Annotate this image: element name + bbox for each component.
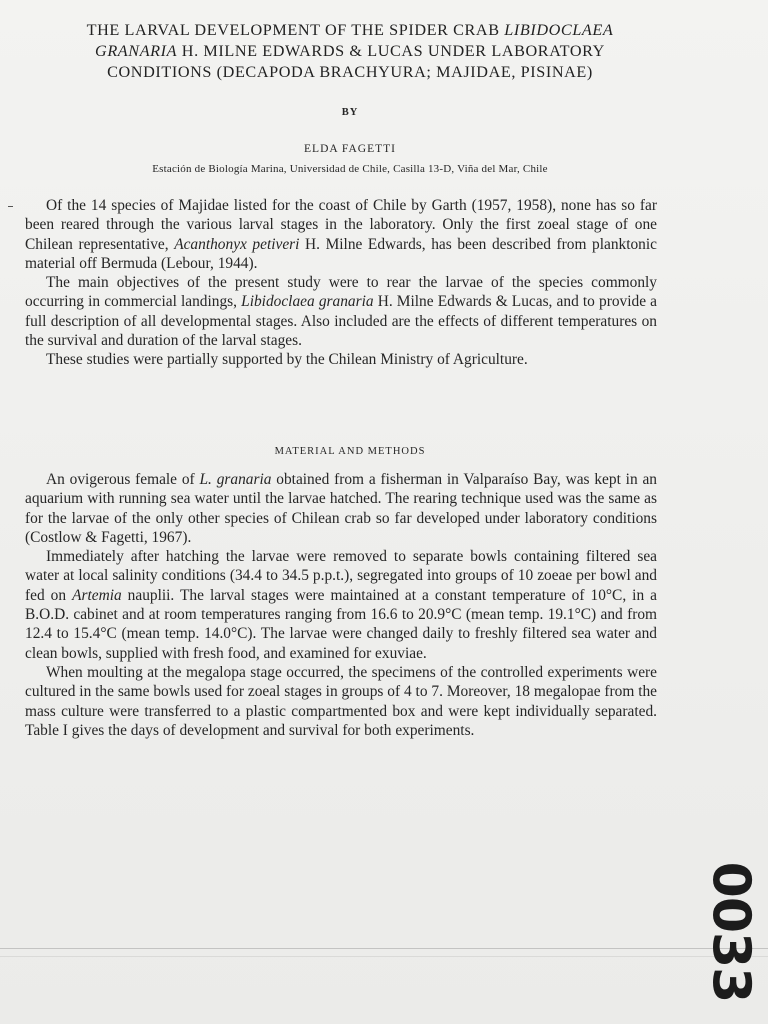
genus-name-italic: LIBIDOCLAEA xyxy=(504,21,614,39)
introduction-section xyxy=(25,196,657,370)
page-fold-line xyxy=(0,948,768,949)
methods-paragraph-1: An ovigerous female of L. granaria obtained from a fisherman in Valparaíso Bay, was kept in an aquarium with running sea water until the larvae hatched. The rearing technique used was the same as for the larvae of the only other species of Chilean crab so far developed under laboratory conditions (Costlow & Fagetti, 1967). xyxy=(25,471,657,546)
methods-section xyxy=(25,470,657,740)
intro-paragraph-3: These studies were partially supported by the Chilean Ministry of Agriculture. xyxy=(46,351,528,369)
title-line-1: THE LARVAL DEVELOPMENT OF THE SPIDER CRAB LIBIDOCLAEA xyxy=(86,21,614,39)
stamped-page-number: 0033 xyxy=(700,861,761,1003)
margin-mark xyxy=(8,206,13,207)
page-fold-line-shadow xyxy=(0,956,768,957)
title-line-2: GRANARIA H. MILNE EDWARDS & LUCAS UNDER LABORATORY xyxy=(95,42,605,60)
author-affiliation: Estación de Biología Marina, Universidad de Chile, Casilla 13-D, Viña del Mar, Chile xyxy=(152,163,548,175)
paper-title xyxy=(0,20,700,83)
intro-paragraph-1: Of the 14 species of Majidae listed for the coast of Chile by Garth (1957, 1958), none has so far been reared through the various larval stages in the laboratory. Only the first zoeal stage of one Chilean representative, Acanthonyx petiveri H. Milne Edwards, has been described from planktonic material off Bermuda (Lebour, 1944). xyxy=(25,197,657,272)
species-name-italic: GRANARIA xyxy=(95,42,178,60)
intro-paragraph-2: The main objectives of the present study were to rear the larvae of the species commonly occurring in commercial landings, Libidoclaea granaria H. Milne Edwards & Lucas, and to provide a full description of all developmental stages. Also included are the effects of different temperatures on the survival and duration of the larval stages. xyxy=(25,274,658,350)
methods-paragraph-2: Immediately after hatching the larvae were removed to separate bowls containing filtered sea water at local salinity conditions (34.4 to 34.5 p.p.t.), segregated into groups of 10 zoeae per bowl and fed on Artemia nauplii. The larval stages were maintained at a constant temperature of 10°C, in a B.O.D. cabinet and at room temperatures ranging from 16.6 to 20.9°C (mean temp. 19.1°C) and from 12.4 to 15.4°C (mean temp. 14.0°C). The larvae were changed daily to freshly filtered sea water and clean bowls, supplied with fresh food, and examined for exuviae. xyxy=(25,548,657,662)
section-heading-methods: MATERIAL AND METHODS xyxy=(274,446,426,457)
methods-paragraph-3: When moulting at the megalopa stage occurred, the specimens of the controlled experiments were cultured in the same bowls used for zoeal stages in groups of 4 to 7. Moreover, 18 megalopae from the mass culture were transferred to a plastic compartmented box and were kept individually separated. Table I gives the days of development and survival for both experiments. xyxy=(25,663,657,739)
author-name: ELDA FAGETTI xyxy=(304,143,396,155)
title-line-3: CONDITIONS (DECAPODA BRACHYURA; MAJIDAE, PISINAE) xyxy=(107,63,593,81)
byline-label: BY xyxy=(341,107,359,118)
